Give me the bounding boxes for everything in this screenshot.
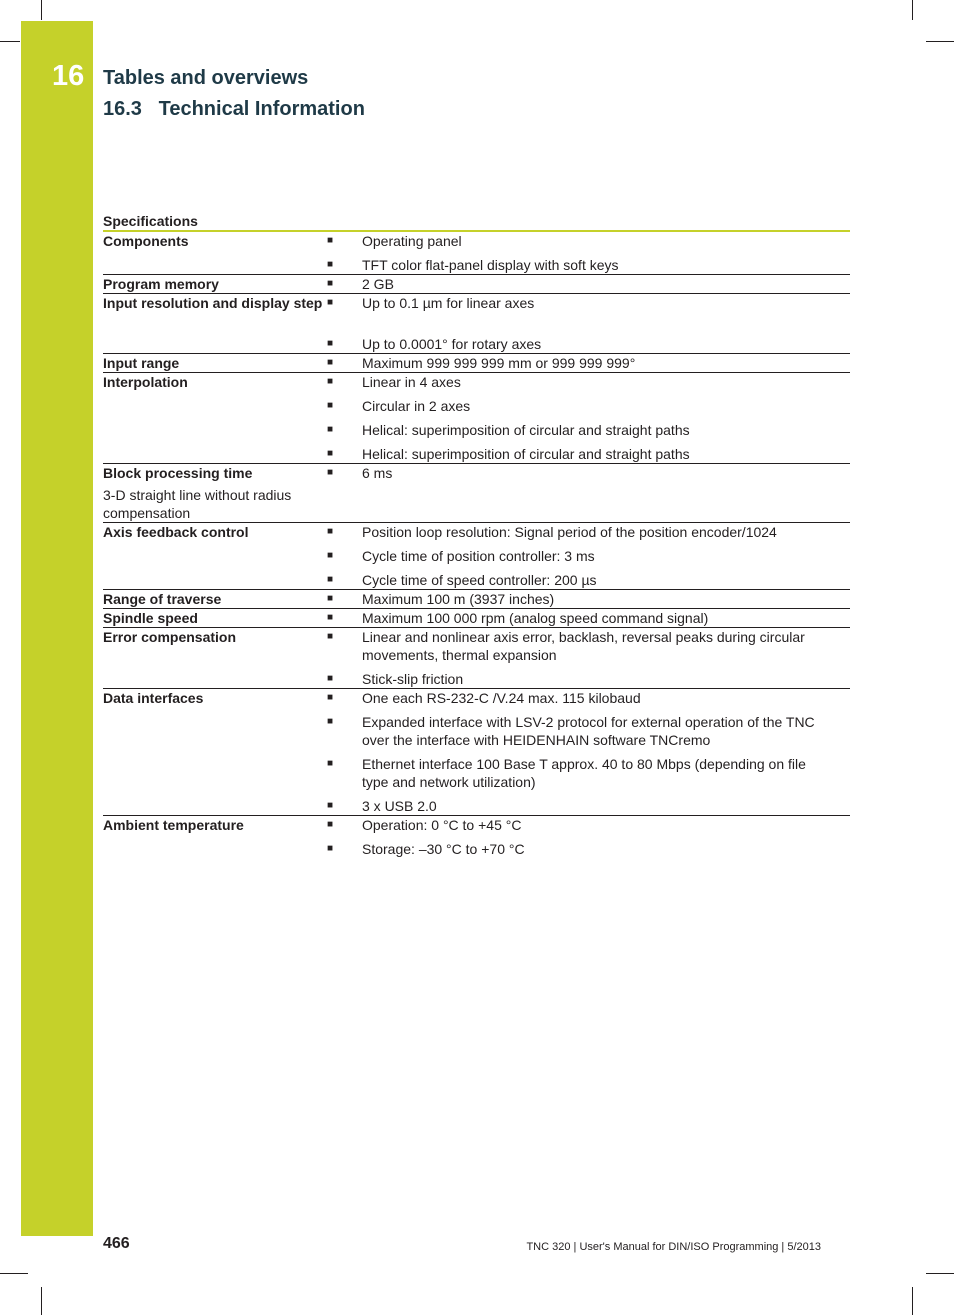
list-item-text: Linear and nonlinear axis error, backlash, reversal peaks during circular movements, thermal expansion — [362, 629, 805, 663]
spec-label: Data interfaces — [103, 690, 204, 706]
spec-value-cell — [325, 523, 850, 590]
list-item-text: Operation: 0 °C to +45 °C — [362, 817, 522, 833]
crop-mark — [41, 0, 42, 20]
list-item-text: Linear in 4 axes — [362, 374, 461, 390]
list-item — [325, 713, 850, 749]
list-item-text: Expanded interface with LSV-2 protocol for external operation of the TNC over the interface with HEIDENHAIN software TNCremo — [362, 714, 815, 748]
list-item — [325, 571, 850, 589]
chapter-sidebar — [21, 21, 93, 1236]
list-item-text: Up to 0.0001° for rotary axes — [362, 336, 542, 352]
square-bullet-icon: ■ — [327, 526, 334, 537]
spec-label-cell — [103, 590, 325, 609]
crop-mark — [926, 41, 954, 42]
list-item — [325, 294, 850, 312]
table-row — [103, 609, 850, 628]
spec-value-cell — [325, 816, 850, 859]
spec-label: Spindle speed — [103, 610, 198, 626]
list-item-text: Maximum 100 000 rpm (analog speed command signal) — [362, 610, 709, 626]
spec-label: Input range — [103, 355, 180, 371]
list-item-text: Ethernet interface 100 Base T approx. 40 to 80 Mbps (depending on file type and network utilization) — [362, 756, 806, 790]
list-item-text: Circular in 2 axes — [362, 398, 471, 414]
list-item — [325, 335, 850, 353]
square-bullet-icon: ■ — [327, 550, 334, 561]
crop-mark — [912, 1287, 913, 1315]
crop-mark — [0, 41, 20, 42]
list-item — [325, 797, 850, 815]
list-item-text: 6 ms — [362, 465, 393, 481]
spec-label: Axis feedback control — [103, 524, 249, 540]
table-row — [103, 231, 850, 275]
table-row — [103, 689, 850, 816]
list-item — [325, 464, 850, 482]
table-row — [103, 464, 850, 523]
list-item-text: One each RS-232-C /V.24 max. 115 kilobaud — [362, 690, 641, 706]
spec-label-cell — [103, 354, 325, 373]
spec-value-cell — [325, 590, 850, 609]
square-bullet-icon: ■ — [327, 338, 334, 349]
spec-label: Input resolution and display step — [103, 295, 323, 311]
list-item — [325, 816, 850, 834]
square-bullet-icon: ■ — [327, 400, 334, 411]
square-bullet-icon: ■ — [327, 819, 334, 830]
spec-value-cell — [325, 275, 850, 294]
square-bullet-icon: ■ — [327, 692, 334, 703]
list-item — [325, 397, 850, 415]
footer-manual-info: TNC 320 | User's Manual for DIN/ISO Programming | 5/2013 — [526, 1241, 821, 1253]
list-item-text: Storage: –30 °C to +70 °C — [362, 841, 525, 857]
list-item — [325, 670, 850, 688]
list-item-text: Up to 0.1 µm for linear axes — [362, 295, 535, 311]
table-row — [103, 373, 850, 464]
crop-mark — [926, 1273, 954, 1274]
section-title: 16.3 Technical Information — [103, 98, 365, 120]
square-bullet-icon: ■ — [327, 758, 334, 769]
crop-mark — [41, 1287, 42, 1315]
list-item-text: 2 GB — [362, 276, 394, 292]
spec-label: Components — [103, 233, 189, 249]
list-item-text: 3 x USB 2.0 — [362, 798, 437, 814]
spec-label: Ambient temperature — [103, 817, 244, 833]
spec-label-cell — [103, 275, 325, 294]
spec-label-cell — [103, 464, 325, 523]
list-item — [325, 445, 850, 463]
square-bullet-icon: ■ — [327, 574, 334, 585]
list-item — [325, 840, 850, 858]
spec-value-cell — [325, 294, 850, 354]
list-item-text: Maximum 100 m (3937 inches) — [362, 591, 555, 607]
square-bullet-icon: ■ — [327, 259, 334, 270]
table-row — [103, 628, 850, 689]
list-item-text: Position loop resolution: Signal period of the position encoder/1024 — [362, 524, 777, 540]
list-item — [325, 421, 850, 439]
spec-label: Interpolation — [103, 374, 188, 390]
spec-label-cell — [103, 816, 325, 859]
spec-label: Range of traverse — [103, 591, 222, 607]
spec-value-cell — [325, 464, 850, 523]
chapter-number: 16 — [52, 60, 85, 92]
spec-label: Block processing time — [103, 465, 253, 481]
square-bullet-icon: ■ — [327, 376, 334, 387]
square-bullet-icon: ■ — [327, 612, 334, 623]
list-item — [325, 590, 850, 608]
spec-value-cell — [325, 689, 850, 816]
square-bullet-icon: ■ — [327, 467, 334, 478]
square-bullet-icon: ■ — [327, 235, 334, 246]
square-bullet-icon: ■ — [327, 843, 334, 854]
list-item — [325, 523, 850, 541]
table-row — [103, 275, 850, 294]
square-bullet-icon: ■ — [327, 448, 334, 459]
square-bullet-icon: ■ — [327, 716, 334, 727]
square-bullet-icon: ■ — [327, 278, 334, 289]
list-item-text: Operating panel — [362, 233, 462, 249]
list-item-text: Maximum 999 999 999 mm or 999 999 999° — [362, 355, 636, 371]
spec-value-cell — [325, 231, 850, 275]
crop-mark — [0, 1273, 28, 1274]
table-heading: Specifications — [103, 212, 850, 231]
square-bullet-icon: ■ — [327, 800, 334, 811]
list-item-text: Helical: superimposition of circular and straight paths — [362, 446, 690, 462]
page-number: 466 — [103, 1235, 130, 1252]
list-item-text: TFT color flat-panel display with soft keys — [362, 257, 619, 273]
list-item-text: Helical: superimposition of circular and straight paths — [362, 422, 690, 438]
list-item-text: Cycle time of position controller: 3 ms — [362, 548, 595, 564]
square-bullet-icon: ■ — [327, 673, 334, 684]
table-row — [103, 590, 850, 609]
spec-label-cell — [103, 628, 325, 689]
spec-value-cell — [325, 373, 850, 464]
crop-mark — [912, 0, 913, 20]
table-row — [103, 354, 850, 373]
square-bullet-icon: ■ — [327, 593, 334, 604]
list-item — [325, 689, 850, 707]
spec-label: Error compensation — [103, 629, 237, 645]
list-item — [325, 275, 850, 293]
list-item-text: Stick-slip friction — [362, 671, 464, 687]
spec-label-cell — [103, 373, 325, 464]
chapter-title: Tables and overviews — [103, 67, 309, 89]
list-item — [325, 373, 850, 391]
table-header-row — [103, 212, 850, 231]
list-item-text: Cycle time of speed controller: 200 µs — [362, 572, 597, 588]
list-item — [325, 547, 850, 565]
spec-value-cell — [325, 354, 850, 373]
table-row — [103, 523, 850, 590]
spec-label-cell — [103, 231, 325, 275]
list-item — [325, 609, 850, 627]
spec-label-cell — [103, 689, 325, 816]
list-item — [325, 755, 850, 791]
spec-label-cell — [103, 523, 325, 590]
spec-label-cell — [103, 609, 325, 628]
square-bullet-icon: ■ — [327, 357, 334, 368]
specifications-table — [103, 212, 850, 858]
table-row — [103, 294, 850, 354]
list-item — [325, 354, 850, 372]
spec-value-cell — [325, 609, 850, 628]
list-item — [325, 628, 850, 664]
spec-value-cell — [325, 628, 850, 689]
square-bullet-icon: ■ — [327, 424, 334, 435]
spec-label: Program memory — [103, 276, 219, 292]
list-item — [325, 256, 850, 274]
square-bullet-icon: ■ — [327, 297, 334, 308]
spec-label-note: 3-D straight line without radius compensation — [103, 487, 292, 521]
spec-label-cell — [103, 294, 325, 354]
square-bullet-icon: ■ — [327, 631, 334, 642]
list-item — [325, 232, 850, 250]
table-row — [103, 816, 850, 859]
